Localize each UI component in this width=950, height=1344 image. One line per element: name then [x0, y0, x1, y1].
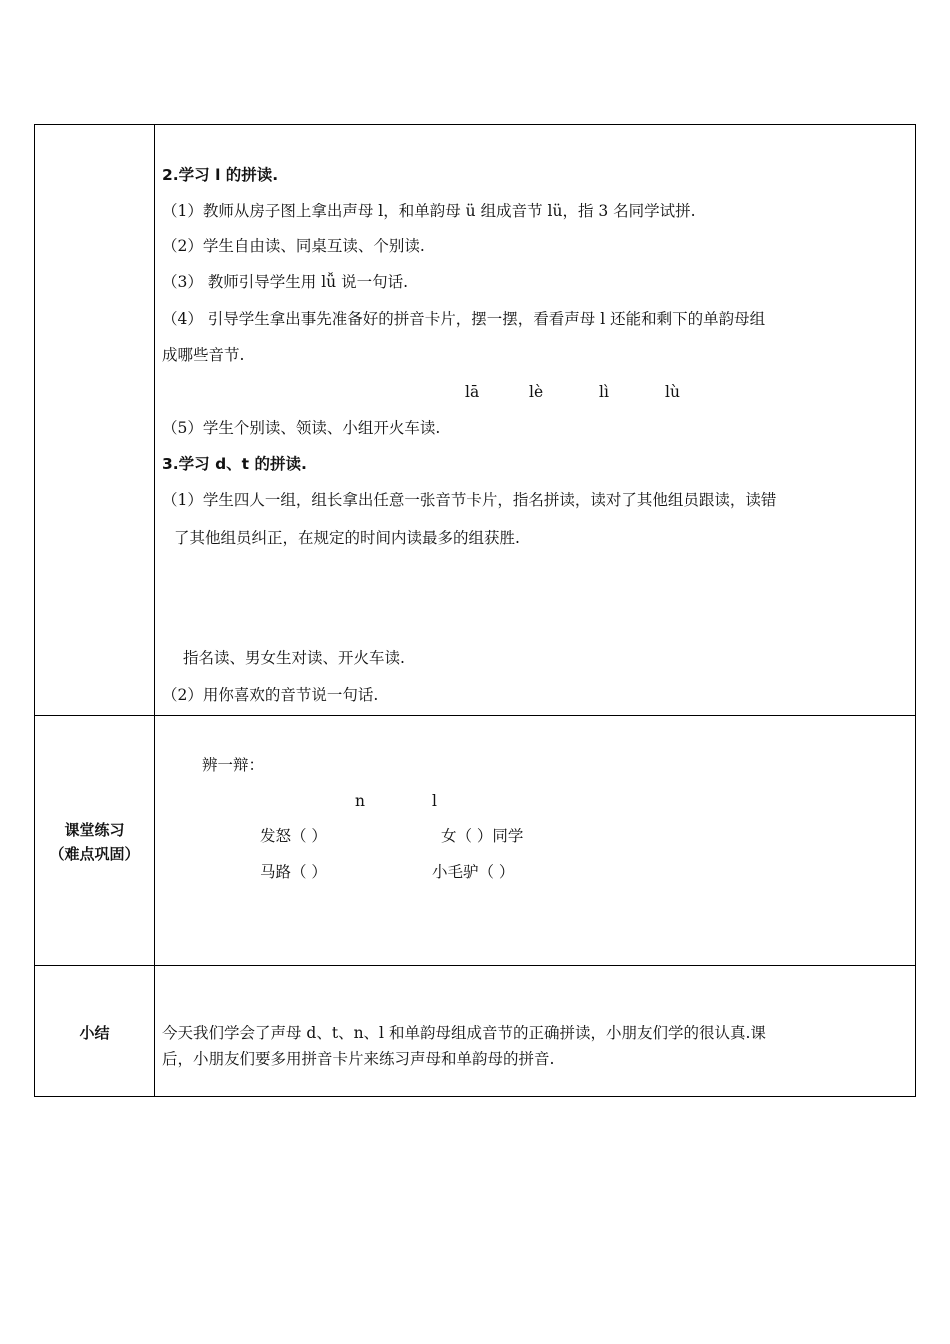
- step-2: （2）学生自由读、同桌互读、个别读.: [162, 237, 425, 255]
- step-5: （5）学生个别读、领读、小组开火车读.: [162, 419, 441, 437]
- syllable-li: lì: [599, 383, 609, 401]
- practice-intro: 辨一辩：: [202, 756, 265, 774]
- lesson-table: [34, 124, 916, 1097]
- step-4-line-2: 成哪些音节.: [162, 346, 245, 364]
- row-divider-1: [35, 715, 915, 716]
- summary-line-1: 今天我们学会了声母 d、t、n、l 和单韵母组成音节的正确拼读，小朋友们学的很认真.课: [162, 1024, 766, 1042]
- practice-item-nv-tongxue: 女（ ）同学: [441, 827, 524, 845]
- heading-learn-l: 2.学习 l 的拼读.: [162, 166, 279, 184]
- dt-step-2: （2）用你喜欢的音节说一句话.: [162, 686, 379, 704]
- column-divider: [154, 125, 155, 1096]
- column-n: n: [355, 792, 365, 810]
- summary-line-2: 后，小朋友们要多用拼音卡片来练习声母和单韵母的拼音.: [162, 1050, 555, 1068]
- practice-item-xiaomaolv: 小毛驴（ ）: [432, 863, 515, 881]
- step-1: （1）教师从房子图上拿出声母 l，和单韵母 ü 组成音节 lü，指 3 名同学试拼.: [162, 202, 696, 220]
- step-3: （3） 教师引导学生用 lǚ 说一句话.: [162, 273, 409, 291]
- dt-step-1-line-2: 了其他组员纠正，在规定的时间内读最多的组获胜.: [174, 529, 520, 547]
- practice-label-line-1: 课堂练习: [64, 821, 125, 839]
- practice-label-line-2: （难点巩固）: [49, 845, 140, 863]
- column-l: l: [432, 792, 437, 810]
- syllable-la: lā: [465, 383, 480, 401]
- heading-learn-dt: 3.学习 d、t 的拼读.: [162, 455, 307, 473]
- practice-item-fanu: 发怒（ ）: [260, 827, 327, 845]
- dt-step-1-line-1: （1）学生四人一组，组长拿出任意一张音节卡片，指名拼读，读对了其他组员跟读，读错: [162, 491, 777, 509]
- summary-label: 小结: [79, 1024, 110, 1042]
- read-methods: 指名读、男女生对读、开火车读.: [183, 649, 405, 667]
- practice-label: [35, 818, 154, 866]
- row-divider-2: [35, 965, 915, 966]
- syllable-le: lè: [529, 383, 544, 401]
- syllable-lu: lù: [665, 383, 680, 401]
- practice-item-malu: 马路（ ）: [260, 863, 327, 881]
- step-4-line-1: （4） 引导学生拿出事先准备好的拼音卡片，摆一摆，看看声母 l 还能和剩下的单韵母组: [162, 310, 766, 328]
